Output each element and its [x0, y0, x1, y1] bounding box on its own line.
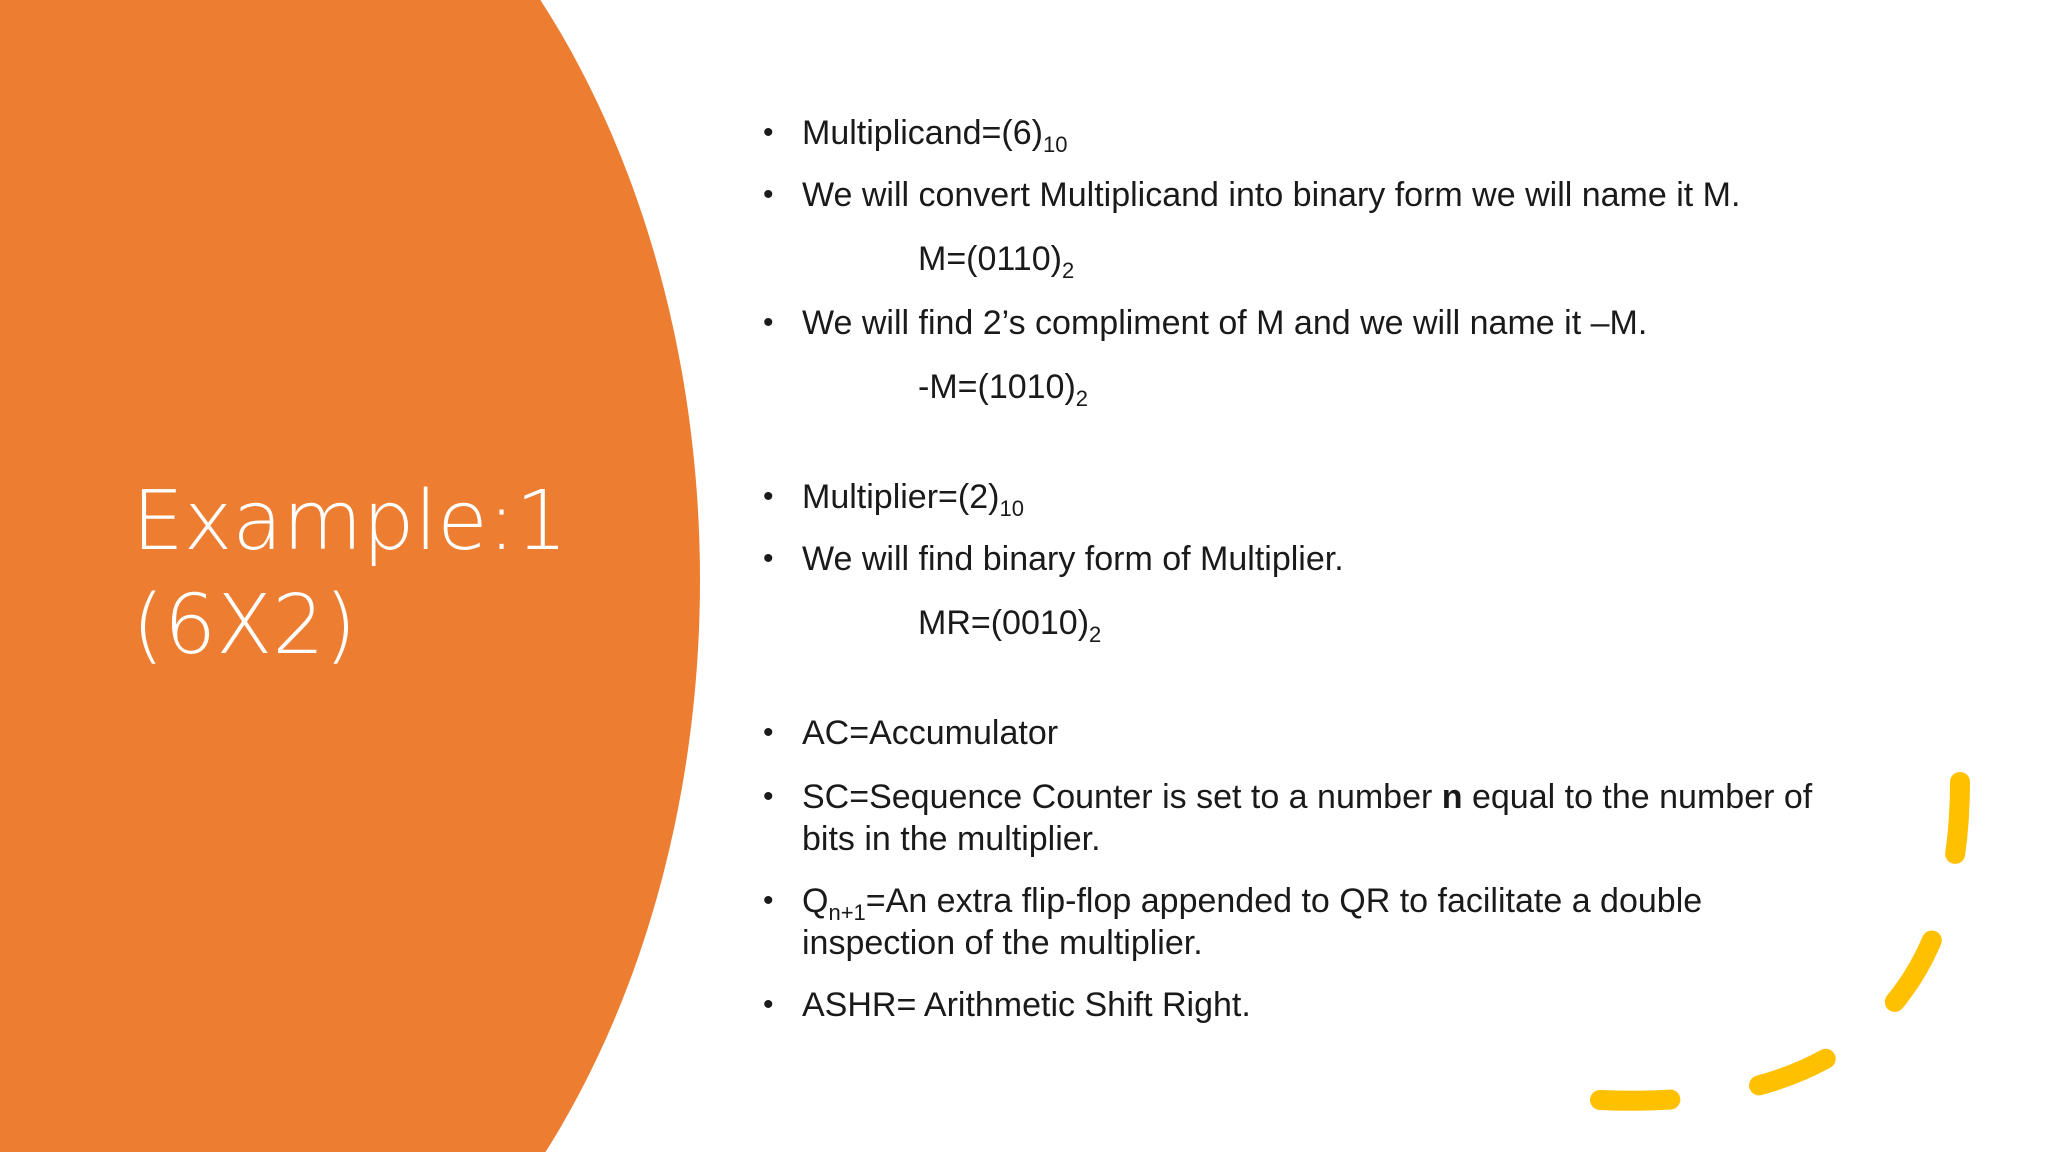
- bullet-dot: •: [763, 542, 774, 575]
- bullet-ashr: ASHR= Arithmetic Shift Right.: [802, 986, 1251, 1024]
- bullet-convert: We will convert Multiplicand into binary form we will name it M.: [802, 176, 1741, 214]
- bullet-extra-flip-flop: $Q_{n+1}=An$ extra flip-flop appended to QR to facilitate a double: [802, 882, 1703, 925]
- bullet-twos-complement: We will find 2’s compliment of M and we will name it –M.: [802, 304, 1648, 342]
- bullet-dot: •: [763, 716, 774, 749]
- bullet-sequence-counter: SC=Sequence Counter is set to a number n equal to the number of: [802, 778, 1813, 816]
- neg-m-value: $-M=(1010)_2$: [918, 368, 1089, 411]
- bullet-multiplicand: $Multiplicand=(6)_{10}$: [802, 114, 1068, 157]
- bullet-binary-multiplier: We will find binary form of Multiplier.: [802, 540, 1344, 578]
- title-line-2: (6X2): [132, 578, 357, 673]
- title-line-1: Example:1: [132, 474, 568, 569]
- bullet-multiplier: $Multiplier=(2)_{10}$: [802, 478, 1024, 521]
- bullet-dot: •: [763, 306, 774, 339]
- bullet-dot: •: [763, 884, 774, 917]
- bullet-dot: •: [763, 480, 774, 513]
- bullet-dot: •: [763, 178, 774, 211]
- bullet-dot: •: [763, 116, 774, 149]
- bullet-sequence-counter-line2: bits in the multiplier.: [802, 820, 1101, 858]
- bullet-dot: •: [763, 988, 774, 1021]
- bullet-extra-flip-flop-line2: inspection of the multiplier.: [802, 924, 1203, 962]
- m-value: $M=(0110)_2$: [918, 240, 1075, 283]
- mr-value: $MR=(0010)_2$: [918, 604, 1102, 647]
- bullet-accumulator: AC=Accumulator: [802, 714, 1059, 752]
- bullet-dot: •: [763, 780, 774, 813]
